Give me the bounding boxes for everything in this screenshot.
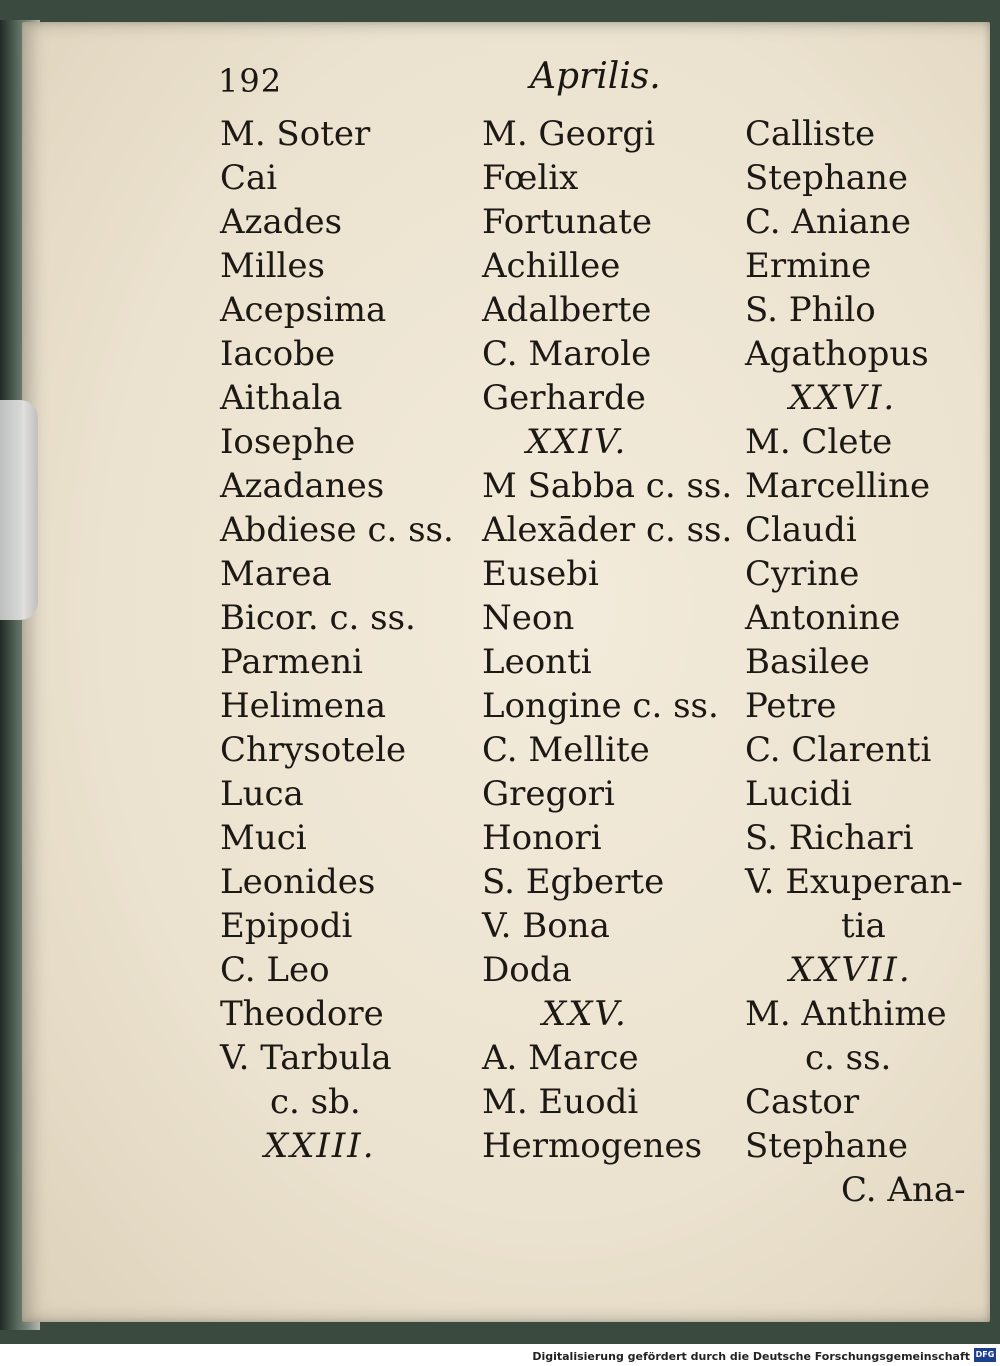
column-entry: Achillee: [482, 246, 621, 286]
column-entry: Basilee: [745, 642, 870, 682]
column-entry: Chrysotele: [220, 730, 407, 770]
column-entry: Adalberte: [482, 290, 652, 330]
column-entry: Fortunate: [482, 202, 652, 242]
column-entry: C. Aniane: [745, 202, 912, 242]
column-entry: Alexāder c. ss.: [482, 510, 733, 550]
column-entry: Gerharde: [482, 378, 646, 418]
column-entry: Azadanes: [220, 466, 385, 506]
name-column-2: [482, 112, 732, 1168]
column-entry: c. ss.: [805, 1038, 892, 1078]
day-numeral: XXVII.: [789, 950, 912, 990]
column-entry: Acepsima: [220, 290, 387, 330]
column-entry: Iosephe: [220, 422, 356, 462]
column-entry: Marcelline: [745, 466, 931, 506]
column-entry: C. Mellite: [482, 730, 650, 770]
column-entry: S. Philo: [745, 290, 876, 330]
column-entry: Marea: [220, 554, 332, 594]
column-entry: Honori: [482, 818, 602, 858]
name-column-3: [745, 112, 966, 1212]
column-entry: Azades: [220, 202, 343, 242]
column-entry: Fœlix: [482, 158, 579, 198]
day-numeral: XXV.: [542, 994, 628, 1034]
column-entry: Ermine: [745, 246, 872, 286]
column-entry: Milles: [220, 246, 326, 286]
column-entry: Cai: [220, 158, 278, 198]
column-entry: M. Euodi: [482, 1082, 639, 1122]
column-entry: V. Exuperan-: [745, 862, 963, 902]
column-entry: M. Georgi: [482, 114, 656, 154]
running-head: Aprilis.: [530, 56, 661, 97]
dfg-logo: DFG: [974, 1348, 996, 1362]
page-number: 192: [218, 62, 283, 100]
column-entry: A. Marce: [482, 1038, 639, 1078]
column-entry: Epipodi: [220, 906, 353, 946]
footer-bar: [0, 1344, 1000, 1366]
column-entry: c. sb.: [270, 1082, 361, 1122]
column-entry: Abdiese c. ss.: [220, 510, 454, 550]
column-entry: Leonti: [482, 642, 592, 682]
column-entry: Muci: [220, 818, 307, 858]
column-entry: C. Leo: [220, 950, 330, 990]
column-entry: V. Tarbula: [220, 1038, 392, 1078]
column-entry: Cyrine: [745, 554, 860, 594]
column-entry: M. Anthime: [745, 994, 947, 1034]
column-entry: Hermogenes: [482, 1126, 703, 1166]
page-tab-strip: [0, 400, 38, 620]
column-entry: Doda: [482, 950, 572, 990]
column-entry: C. Clarenti: [745, 730, 932, 770]
column-entry: Neon: [482, 598, 575, 638]
column-entry: Parmeni: [220, 642, 364, 682]
column-entry: M Sabba c. ss.: [482, 466, 733, 506]
column-entry: Agathopus: [745, 334, 929, 374]
column-entry: V. Bona: [482, 906, 610, 946]
column-entry: Luca: [220, 774, 304, 814]
column-entry: Antonine: [745, 598, 901, 638]
column-entry: Theodore: [220, 994, 384, 1034]
column-entry: Castor: [745, 1082, 860, 1122]
column-entry: Stephane: [745, 158, 909, 198]
column-entry: Calliste: [745, 114, 876, 154]
column-entry: M. Soter: [220, 114, 371, 154]
day-numeral: XXIV.: [526, 422, 628, 462]
name-column-1: [220, 112, 454, 1168]
column-entry: Leonides: [220, 862, 376, 902]
column-entry: Iacobe: [220, 334, 336, 374]
column-entry: M. Clete: [745, 422, 893, 462]
day-numeral: XXIII.: [264, 1126, 376, 1166]
column-entry: C. Ana-: [841, 1170, 966, 1210]
column-entry: tia: [841, 906, 886, 946]
column-entry: Stephane: [745, 1126, 909, 1166]
column-entry: C. Marole: [482, 334, 652, 374]
funding-credit: Digitalisierung gefördert durch die Deutsche Forschungsgemeinschaft: [532, 1350, 970, 1363]
column-entry: Helimena: [220, 686, 387, 726]
column-entry: Claudi: [745, 510, 857, 550]
column-entry: Petre: [745, 686, 837, 726]
column-entry: S. Egberte: [482, 862, 665, 902]
column-entry: Bicor. c. ss.: [220, 598, 416, 638]
column-entry: Lucidi: [745, 774, 853, 814]
column-entry: S. Richari: [745, 818, 914, 858]
column-entry: Aithala: [220, 378, 343, 418]
column-entry: Eusebi: [482, 554, 599, 594]
column-entry: Gregori: [482, 774, 615, 814]
column-entry: Longine c. ss.: [482, 686, 719, 726]
day-numeral: XXVI.: [789, 378, 897, 418]
